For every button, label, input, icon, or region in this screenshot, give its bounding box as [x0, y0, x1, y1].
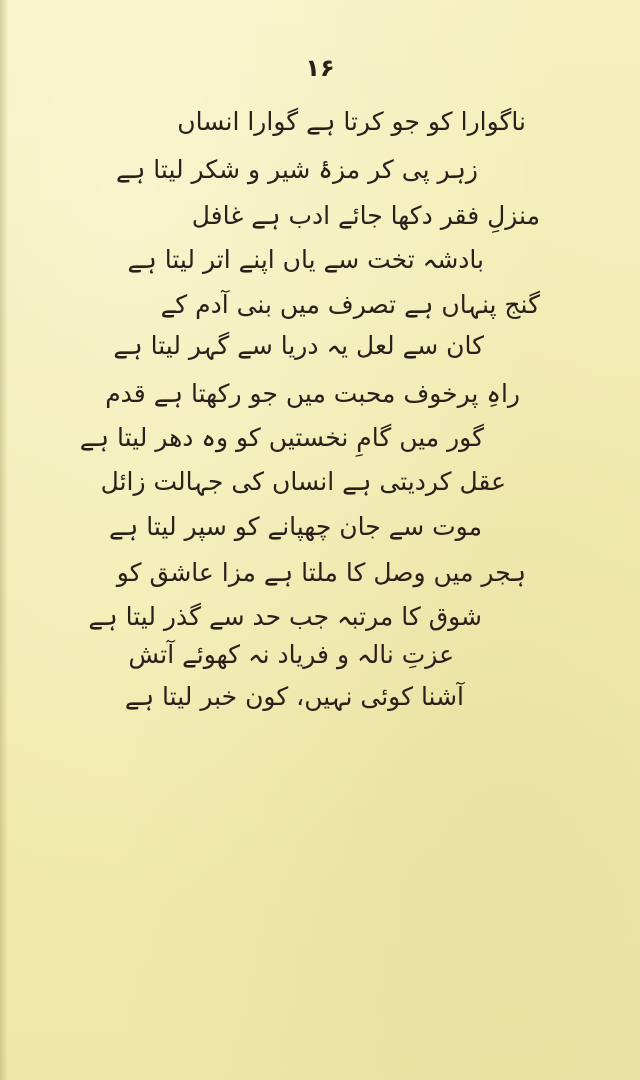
verse-line: کان سے لعل یہ دریا سے گہر لیتا ہے [113, 331, 484, 360]
verse-line: ناگوارا کو جو کرتا ہے گوارا انساں [177, 107, 526, 136]
verse-line: شوق کا مرتبہ جب حد سے گذر لیتا ہے [88, 602, 482, 631]
verse-line: موت سے جان چھپانے کو سپر لیتا ہے [109, 512, 482, 541]
verse-line: منزلِ فقر دکھا جائے ادب ہے غافل [191, 201, 540, 230]
verse-line: ہجر میں وصل کا ملتا ہے مزا عاشق کو [116, 558, 526, 587]
verse-line: زہر پی کر مزۂ شیر و شکر لیتا ہے [116, 155, 478, 184]
verse-line: راہِ پرخوف محبت میں جو رکھتا ہے قدم [105, 379, 520, 408]
verse-line: گور میں گامِ نخستیں کو وہ دھر لیتا ہے [79, 423, 484, 452]
page-gutter-shadow [0, 0, 8, 1080]
verse-line: گنج پنہاں ہے تصرف میں بنی آدم کے [160, 290, 540, 319]
page-number: ۱۶ [305, 54, 335, 82]
verse-line: بادشہ تخت سے یاں اپنے اتر لیتا ہے [127, 245, 484, 274]
verse-line: عقل کردیتی ہے انساں کی جہالت زائل [100, 467, 506, 496]
verse-line: آشنا کوئی نہیں، کون خبر لیتا ہے [124, 682, 464, 711]
verse-line: عزتِ نالہ و فریاد نہ کھوئے آتش [128, 640, 454, 669]
